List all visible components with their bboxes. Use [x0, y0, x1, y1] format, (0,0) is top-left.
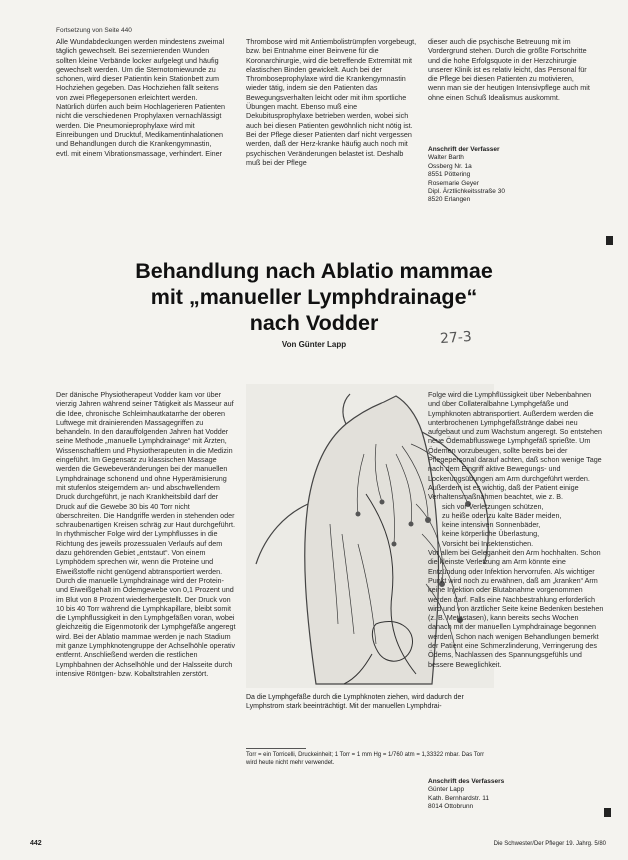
top-address-line: Walter Barth	[428, 154, 464, 162]
address-line: Kath. Bernhardstr. 11	[428, 794, 489, 802]
top-address-line: 8551 Pöttering	[428, 171, 471, 179]
precautions-list	[428, 502, 604, 548]
end-of-article-mark	[606, 236, 613, 245]
main-column-3	[428, 390, 604, 669]
top-column-1-text: Alle Wundabdeckungen werden mindestens zweimal täglich gewechselt. Bei sezernierenden Wunden sollten kleine Verbände locker aufgelegt und häufig gewechselt werden. Um die Sternotomiewunde zu schonen, wird dieser Patientin kein Stationbett zum Hochziehen gegeben. Das Hochziehen fällt seitens von zwei Pflegepersonen erleichtert werden. Natürlich dürfen auch beim Hochlagerieren Patienten nicht die verschiedenen Prophylaxen vernachlässigt werden. Die Pneumonieprophylaxe wird mit Einreibungen und Drucktuf, Medikamentinhalationen und Behandlungen durch die Krankengymnastin, evtl. mit einem Vibrationsmassage, verhindert. Einer	[56, 37, 226, 158]
continuation-note: Fortsetzung von Seite 440	[56, 27, 132, 34]
list-item: zu heiße oder zu kalte Bäder meiden,	[442, 510, 562, 520]
journal-footer: Die Schwester/Der Pfleger 19. Jahrg. 5/80	[493, 841, 606, 847]
list-item: keine intensiven Sonnenbäder,	[442, 520, 541, 530]
handwritten-note: 27-3	[439, 328, 473, 348]
top-address-title: Anschrift der Verfasser	[428, 146, 500, 153]
byline: Von Günter Lapp	[281, 340, 347, 349]
address-line: 8014 Ottobrunn	[428, 803, 474, 811]
list-item: Vorsicht bei Insektenstichen.	[442, 538, 534, 548]
headline-line: mit „manueller Lymphdrainage“	[150, 285, 478, 309]
top-column-2	[246, 37, 418, 167]
top-column-2-text: Thrombose wird mit Antiembolistrümpfen vorgebeugt, bzw. bei Entnahme einer Beinvene für die Koronarchirurgie, wird die betreffende Extremität mit elastischen Binden gewickelt. Auch bei der Thromboseprophylaxe wird die Krankengymnastin wieder tätig, indem sie den Patienten das Bewegungsverhalten leicht oder mit ihm sportliche Übungen macht. Ebenso muß eine Dekubitusprophylaxe betrieben werden, wobei sich auch bei diesen Patienten gewöhnlich nicht nötig ist. Bei der Pflege dieser Patienten darf nicht vergessen werden, daß der Herz-kranke häufig auch noch mit psychischen Veränderungen belastet ist. Deshalb muß bei der Pflege	[246, 37, 417, 167]
top-address-line: Dipl. Ärztlichkeitsstraße 30	[428, 188, 505, 196]
main-column-3-continued: Vor allem bei Geleganheit den Arm hochhalten. Schon die kleinste Verletzung am Arm könnte eine Entzündung oder Infektion hervorrufen. Als wichtiger Punkt wird noch zu erwähnen, daß am „kranken“ Arm keine Injektion oder Blutabnahme vorgenommen werden darf. Falls eine Nachbestrahlung erforderlich wird und von ärztlicher Seite keine Bedenken bestehen (z. B. Metastasen), kann bereits sechs Wochen danach mit der manuellen Lymphdrainage begonnen werden. Schon nach wenigen Behandlungen bemerkt der Patient eine Schmerzlinderung, Verringerung des Ödems, Nachlassen des Spannungsgefühls und bessere Beweglichkeit.	[428, 548, 604, 669]
top-address-line: Rosemarie Geyer	[428, 179, 479, 187]
author-address	[428, 778, 588, 812]
top-address-line: 8520 Erlangen	[428, 196, 471, 204]
top-address-line: Ossberg Nr. 1a	[428, 162, 472, 170]
footnote: Torr = ein Torricelli, Druckeinheit; 1 Torr = 1 mm Hg = 1/760 atm = 1,33322 mbar. Das Torr wird heute nicht mehr verwendet.	[246, 752, 485, 766]
headline-line: nach Vodder	[249, 311, 379, 335]
top-column-1	[56, 37, 226, 158]
page-number: 442	[30, 840, 42, 847]
list-item: keine körperliche Überlastung,	[442, 529, 540, 539]
figure-caption: Da die Lymphgefäße durch die Lymphknoten ziehen, wird dadurch der Lymphstrom stark beeinträchtigt. Mit der manuellen Lymphdrai-	[246, 694, 464, 710]
article-headline	[100, 258, 528, 336]
top-column-3-text: dieser auch die psychische Betreuung mit im Vordergrund stehen. Durch die größte Fortschritte und die hohe Erfolgsquote in der Herzchirurgie unserer Klinik ist es relativ leicht, das Personal für die Pflege bei diesen Patienten zu motivieren, wenn man sie der heutigen Intensivpflege auch mit ohne einen Schuß Idealismus auskommt.	[428, 37, 590, 102]
end-of-article-mark	[604, 808, 611, 817]
address-title: Anschrift des Verfassers	[428, 778, 505, 785]
main-column-1-text: Der dänische Physiotherapeut Vodder kam vor über vierzig Jahren während seiner Tätigkeit als Masseur auf die Idee, chronische Schleimhautkatarrhe der oberen Luftwege mit drainierenden Massagegriffen zu behandeln. In den darauffolgenden Jahren hat Vodder seine Methode „manuelle Lymphdrainage“ mit Ärzten, Wissenschaftlern und Physiotherapeuten in die Medizin eingeführt. Im Gegensatz zu klassischen Massage werden die Gewebeveränderungen bei der manuellen Lymphdrainage schonend und ohne Hyperämisierung mit stufenlos steigerndem an- und abschwellendem Druck durchgeführt, je nach Krankheitsbild darf der Druck auf die Gewebe 30 bis 40 Torr nicht überschreiten. Die Handgriffe werden in stehenden oder schraubenartigen Kreisen schräg zur Haut durchgeführt. In rhythmischer Folge wird der Lymphflusses in die Richtung des jeweils prozessualen Verlaufs auf dem dazu gehörenden Gebiet „entstaut“. Von einem Lymphödem sprechen wir, wenn die Proteine und Eiweißstoffe nicht genügend abtransportiert werden. Durch die manuelle Lymphdrainage wird der Protein- und Eiweißgehalt im Ödemgewebe von 0,1 Prozent und im Blut von 8 Prozent wiederhergestellt. Der Druck von 10 bis 40 Torr während die Lymphkapillare, bleibt somit die Lymphflussigkeit in den Lymphgefäßen voran, wobei gleichzeitig die Eigenmotorik der Lymphgefäße angeregt wird. Bei der Ablatio mammae werden je nach Stadium mit ganze Lymphknotengruppe der Achselhöhle operativ entfernt. Anschließend werden die restlichen Lymphbahnen der Achselhöhle und der Halsseite durch intensive Röntgen- bzw. Kobaltstrahlen zerstört.	[56, 390, 236, 678]
top-column-3	[428, 37, 590, 102]
main-column-3-text: Folge wird die Lymphflüssigkeit über Nebenbahnen und über Collateralbahne Lymphgefäße und Lymphknoten abtransportiert. Außerdem werden die unterbrochenen Lymphgefäßstränge dabei neu aufgebaut und zum Wachstum angeregt. So entstehen neue Ödemabflusswege Lymphgefäß sprießte. Um Ödemen vorzubeugen, sollte bereits bei der Pflegepersonal darauf achten, daß schon wenige Tage nach dem Eingriff aktive Bewegungs- und Lockerungsübungen am Arm durchgeführt werden. Außerdem ist es wichtig, daß der Patient einige Verhaltensmaßnahmen beachtet, wie z. B.	[428, 390, 602, 502]
headline-line: Behandlung nach Ablatio mammae	[135, 259, 493, 283]
address-line: Günter Lapp	[428, 786, 465, 794]
footnote-divider	[246, 748, 306, 749]
main-column-1	[56, 390, 236, 678]
list-item: sich vor Verletzungen schützen,	[442, 501, 544, 511]
top-author-address	[428, 146, 588, 205]
